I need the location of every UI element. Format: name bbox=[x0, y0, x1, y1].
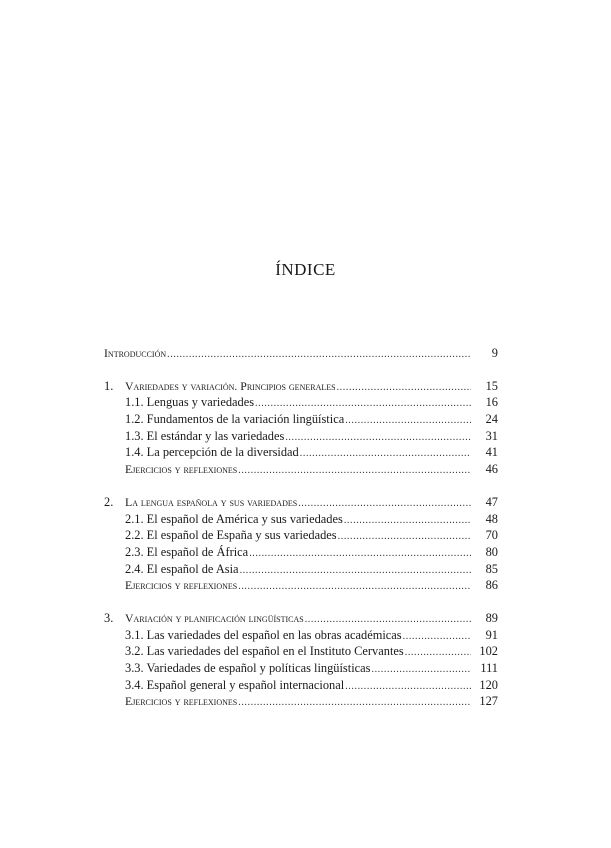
toc-entry-label: 2.2. El español de España y sus variedades bbox=[125, 528, 337, 543]
toc-entry-label: 2.3. El español de África bbox=[125, 544, 249, 559]
toc-page-number: 85 bbox=[485, 561, 498, 576]
toc-section[interactable] bbox=[104, 511, 498, 528]
toc-page-number: 15 bbox=[485, 378, 498, 393]
toc-entry-introduction[interactable] bbox=[104, 345, 498, 362]
toc-chapter-1[interactable] bbox=[104, 378, 498, 395]
dot-leader bbox=[300, 446, 471, 463]
toc-exercises[interactable] bbox=[104, 577, 498, 594]
toc-page-number: 24 bbox=[485, 412, 498, 427]
toc-entry-label: 3.1. Las variedades del español en las obras académicas bbox=[125, 627, 402, 642]
toc-entry-label: Ejercicios y reflexiones bbox=[125, 462, 238, 477]
dot-leader bbox=[405, 645, 471, 662]
toc-exercises[interactable] bbox=[104, 693, 498, 710]
toc-section[interactable] bbox=[104, 677, 498, 694]
toc-page-number: 31 bbox=[485, 428, 498, 443]
toc-section[interactable] bbox=[104, 444, 498, 461]
toc-section[interactable] bbox=[104, 527, 498, 544]
dot-leader bbox=[285, 430, 471, 447]
toc-page-number: 41 bbox=[485, 445, 498, 460]
dot-leader bbox=[403, 629, 471, 646]
toc-page-number: 91 bbox=[485, 627, 498, 642]
dot-leader bbox=[240, 563, 471, 580]
dot-leader bbox=[238, 579, 471, 596]
toc-entry-label: Variación y planificación lingüísticas bbox=[125, 610, 304, 625]
toc-entry-label: 1.4. La percepción de la diversidad bbox=[125, 445, 299, 460]
toc-section[interactable] bbox=[104, 428, 498, 445]
toc-page-number: 46 bbox=[485, 462, 498, 477]
toc-page-number: 80 bbox=[485, 544, 498, 559]
toc-page-number: 16 bbox=[485, 395, 498, 410]
dot-leader bbox=[345, 679, 471, 696]
toc-chapter-2[interactable] bbox=[104, 494, 498, 511]
toc-page-number: 9 bbox=[491, 346, 498, 360]
toc-section[interactable] bbox=[104, 561, 498, 578]
toc-section[interactable] bbox=[104, 394, 498, 411]
toc-entry-label: 2.1. El español de América y sus variedades bbox=[125, 511, 343, 526]
toc-page-number: 127 bbox=[479, 694, 498, 709]
dot-leader bbox=[345, 413, 471, 430]
dot-leader bbox=[238, 463, 471, 480]
dot-leader bbox=[338, 529, 471, 546]
dot-leader bbox=[167, 347, 471, 364]
chapter-number: 1. bbox=[104, 378, 114, 393]
toc-entry-label: Introducción bbox=[104, 346, 167, 360]
toc-section[interactable] bbox=[104, 544, 498, 561]
toc-exercises[interactable] bbox=[104, 461, 498, 478]
dot-leader bbox=[238, 695, 471, 712]
toc-entry-label: Ejercicios y reflexiones bbox=[125, 694, 238, 709]
dot-leader bbox=[344, 513, 471, 530]
toc-section[interactable] bbox=[104, 411, 498, 428]
toc-page-number: 86 bbox=[485, 578, 498, 593]
toc-entry-label: 3.2. Las variedades del español en el Instituto Cervantes bbox=[125, 644, 404, 659]
toc-page-number: 47 bbox=[485, 494, 498, 509]
chapter-number: 2. bbox=[104, 494, 114, 509]
toc-page-number: 70 bbox=[485, 528, 498, 543]
dot-leader bbox=[249, 546, 471, 563]
toc-page-number: 48 bbox=[485, 511, 498, 526]
toc-section[interactable] bbox=[104, 627, 498, 644]
dot-leader bbox=[371, 662, 471, 679]
toc-entry-label: 1.2. Fundamentos de la variación lingüística bbox=[125, 412, 345, 427]
table-of-contents bbox=[104, 345, 498, 710]
toc-section[interactable] bbox=[104, 660, 498, 677]
toc-entry-label: Ejercicios y reflexiones bbox=[125, 578, 238, 593]
dot-leader bbox=[337, 380, 471, 397]
chapter-number: 3. bbox=[104, 610, 114, 625]
toc-chapter-3[interactable] bbox=[104, 610, 498, 627]
toc-section[interactable] bbox=[104, 643, 498, 660]
toc-entry-label: 1.1. Lenguas y variedades bbox=[125, 395, 255, 410]
toc-entry-label: Variedades y variación. Principios generales bbox=[125, 378, 336, 393]
toc-page-number: 111 bbox=[480, 661, 498, 675]
page-title: ÍNDICE bbox=[275, 260, 336, 279]
toc-page-number: 102 bbox=[479, 644, 498, 659]
toc-entry-label: 1.3. El estándar y las variedades bbox=[125, 428, 285, 443]
toc-entry-label: La lengua española y sus variedades bbox=[125, 494, 298, 509]
toc-page-number: 89 bbox=[485, 610, 498, 625]
toc-entry-label: 2.4. El español de Asia bbox=[125, 561, 239, 576]
toc-entry-label: 3.3. Variedades de español y políticas lingüísticas bbox=[125, 661, 371, 675]
toc-entry-label: 3.4. Español general y español internacional bbox=[125, 677, 345, 692]
toc-page-number: 120 bbox=[479, 677, 498, 692]
